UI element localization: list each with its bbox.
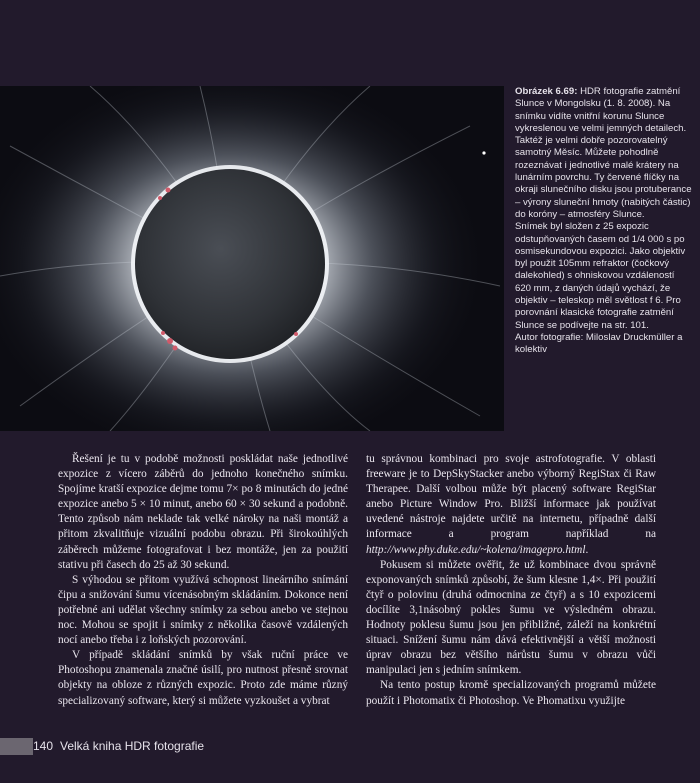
paragraph: Pokusem si můžete ověřit, že už kombinace dvou správně exponovaných snímků způsobí, že šum klesne 1,4×. Při použití čtyř o polovinu (druhá odmocnina ze čtyř) a s 10 expozicemi docílíte 3,1násobný pokles šumu ve výsledném obrazu. Hodnoty poklesu šumu jsou jen přibližné, záleží na konkrétní situaci. Snížení šumu nám dává efektivnější a větší možnosti úprav obrazu bez většího nárůstu šumu v obrazu vůči manipulaci jen s jedním snímkem. [366,558,656,677]
page-number: 140 [33,739,54,753]
book-title: Velká kniha HDR fotografie [60,739,205,753]
paragraph: S výhodou se přitom využívá schopnost lineárního snímání čipu a snižování šumu vícenásobným skládáním. Dokonce není potřebné ani udělat všechny snímky za sebou anebo ve stejnou noc. Mohou se spojit i snímky z několika časově vzdálených nocí anebo třeba i z loňských pozorování. [58,573,348,647]
body-column-right [366,452,656,709]
body-column-left [58,452,348,709]
paragraph [366,452,656,558]
paragraph: V případě skládání snímků by však ruční práce ve Photoshopu znamenala značné úsilí, pro nutnost přesně srovnat objekty na obloze z různých expozic. Proto zde máme různý specializovaný software, který si můžete vyzkoušet a vybrat [58,649,348,707]
figure-caption [515,86,692,357]
paragraph: Řešení je tu v podobě možnosti poskládat naše jednotlivé expozice z vícero záběrů do jednoho konečného snímku. Spojíme kratší expozice dejme tomu 7× po 8 minutách do jedné expozice anebo 5 × 10 minut, anebo 60 × 30 sekund a podobně. Tento způsob nám neklade tak velké nároky na naši montáž a přitom zkvalitňuje vizuální podobu obrazu. Při širokoúhlých záběrech můžeme fotografovat i bez montáže, jen za použití stativu při časech do 25 až 30 sekund. [58,453,348,571]
moon-disc [135,169,325,359]
url-link[interactable]: http://www.phy.duke.edu/~kolena/imagepro.html [366,543,586,556]
page-number-bar [0,738,33,755]
figure-label: Obrázek 6.69: [515,86,578,97]
paragraph-end: . [585,543,589,556]
eclipse-photo [0,86,504,431]
caption-author: Autor fotografie: Miloslav Druckmüller a kolektiv [515,331,683,356]
page-footer [0,738,300,755]
eclipse-image [0,86,504,431]
star [482,151,485,154]
caption-main-text: HDR fotografie zatmění Slunce v Mongolsku (1. 8. 2008). Na snímku vidíte vnitřní korunu Slunce vykreslenou ve velmi jemných detailech. Taktéž je velmi dobře pozorovatelný samotný Měsíc. Můžete pohodlně rozeznávat i jednotlivé malé krátery na lunárním povrchu. Ty červené flíčky na okraji slunečního disku jsou protuberance – výrony sluneční hmoty (nabitých částic) do koróny – atmosféry Slunce. [515,86,692,220]
caption-main [515,86,692,221]
paragraph-text: tu správnou kombinaci pro svoje astrofotografie. V oblasti freeware je to DepSkyStacker anebo výborný RegiStax či Raw Therapee. Další volbou může být placený software RegiStar anebo Picture Window Pro. Bližší informace jak používat uvedené nástroje najdete určitě na internetu, případně další informace a program například na [366,453,656,541]
paragraph: Na tento postup kromě specializovaných programů můžete použít i Photomatix či Photoshop. Ve Phomatixu využijte [366,679,656,707]
caption-detail: Snímek byl složen z 25 expozic odstupňovaných časem od 1/4 000 s po osmisekundovou expozici. Jako objektiv byl použit 105mm refraktor (čočkový dalekohled) s ohniskovou vzdáleností 620 mm, z daných údajů vychází, že objektiv – teleskop měl světlost f 6. Pro porovnání klasické fotografie zatmění Slunce se podívejte na str. 101. [515,221,686,331]
